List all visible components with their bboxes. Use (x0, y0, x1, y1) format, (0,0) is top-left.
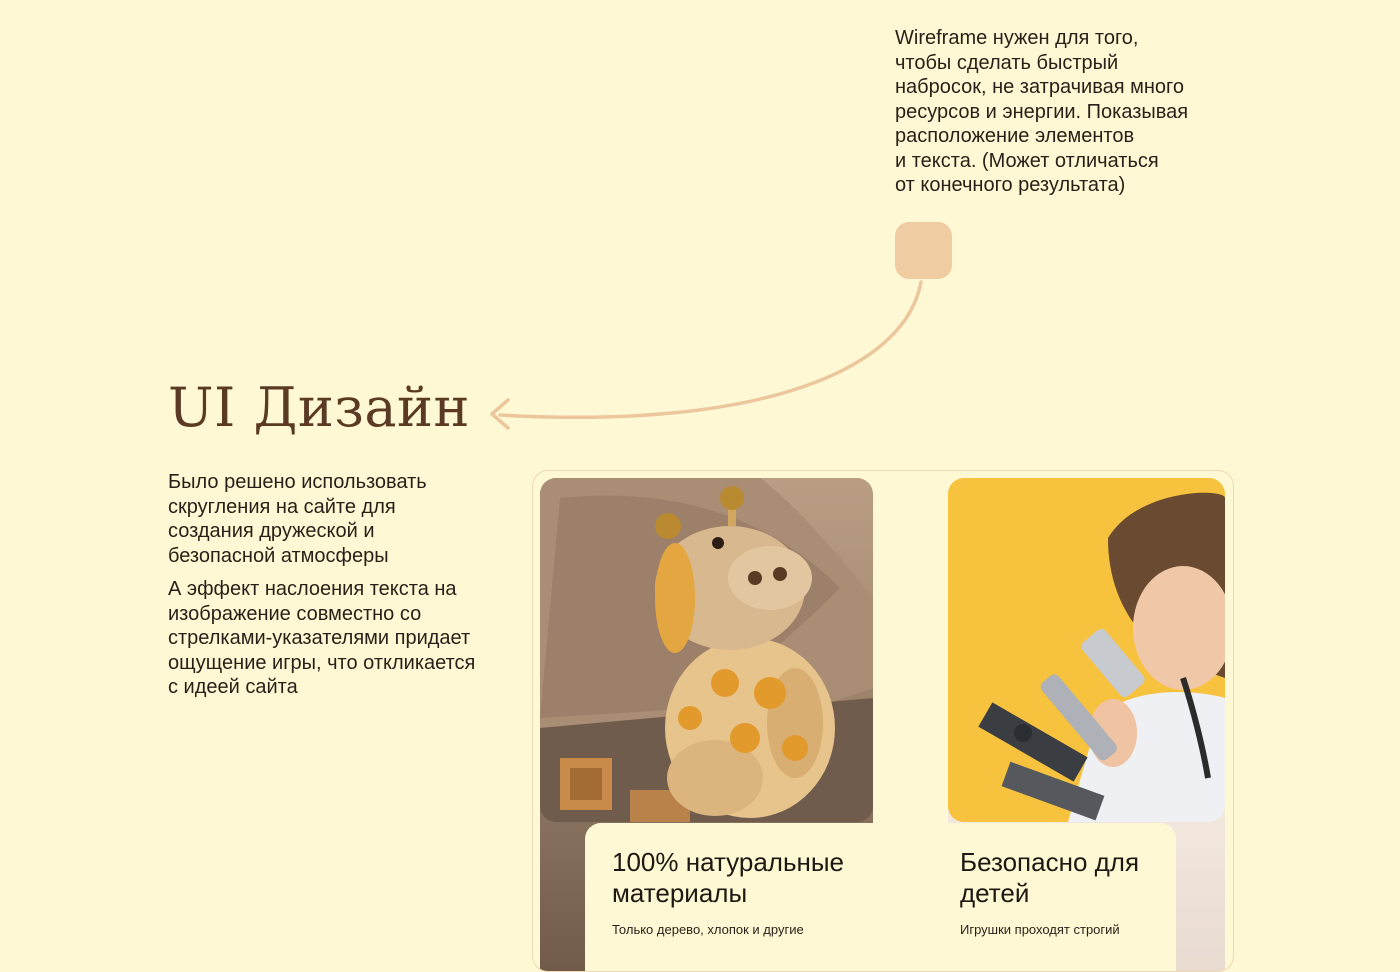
wireframe-note: Wireframe нужен для того, чтобы сделать быстрый набросок, не затрачивая много ресурсов и энергии. Показывая расположение элементов и текста. (Может отличаться от конечного результата) (895, 27, 1189, 196)
page-title: UI Дизайн (168, 376, 471, 439)
girl-microscope-photo (948, 478, 1225, 822)
giraffe-toy-photo (540, 478, 873, 822)
feature-card-text: Игрушки проходят строгий (960, 922, 1120, 937)
feature-card-safe-for-kids (933, 823, 1176, 972)
ui-preview-frame (532, 470, 1234, 972)
feature-card-title: Безопасно для детей (960, 847, 1140, 908)
wireframe-pill-shape (895, 222, 952, 279)
feature-card-text: Только дерево, хлопок и другие (612, 922, 804, 937)
description-rounded-corners: Было решено использовать скругления на сайте для создания дружеской и безопасной атмосферы (168, 471, 427, 567)
description-text-overlay: А эффект наслоения текста на изображение совместно со стрелками-указателями придает ощущение игры, что откликается с идеей сайта (168, 578, 476, 698)
feature-card-title: 100% натуральные материалы (612, 847, 845, 908)
feature-card-natural-materials (585, 823, 923, 972)
